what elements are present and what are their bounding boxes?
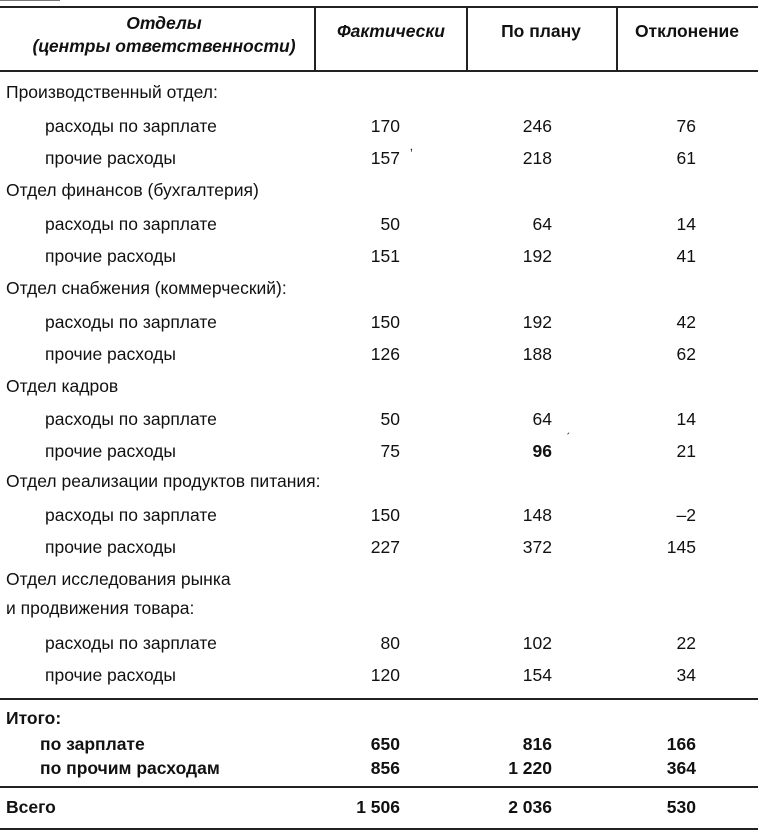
value-planned: 246 xyxy=(522,116,552,136)
row-label: прочие расходы xyxy=(45,537,176,557)
header-deviation: Отклонение xyxy=(634,21,740,41)
row-label: по прочим расходам xyxy=(40,758,220,778)
table-row xyxy=(0,110,758,142)
section-title-row xyxy=(0,370,758,402)
table-row xyxy=(0,240,758,272)
row-label: расходы по зарплате xyxy=(45,312,217,332)
row-label: прочие расходы xyxy=(45,148,176,168)
row-label: расходы по зарплате xyxy=(45,505,217,525)
speck-mark: ʼ xyxy=(410,146,413,161)
section-title: Отдел финансов (бухгалтерия) xyxy=(6,180,259,200)
row-label: прочие расходы xyxy=(45,344,176,364)
value-planned: 148 xyxy=(522,505,552,525)
table-row xyxy=(0,435,758,467)
section-title: Отдел кадров xyxy=(6,376,119,396)
section-title-row xyxy=(0,174,758,206)
grand-total-rule xyxy=(0,786,758,788)
table-row xyxy=(0,659,758,691)
section-title-row xyxy=(0,272,758,304)
row-label: по зарплате xyxy=(40,734,145,754)
row-label: расходы по зарплате xyxy=(45,214,217,234)
value-deviation: 21 xyxy=(676,441,696,461)
section-title: Отдел реализации продуктов питания: xyxy=(6,471,321,491)
value-actual: 170 xyxy=(370,116,400,136)
value-deviation: 14 xyxy=(676,409,696,429)
table-row xyxy=(0,306,758,338)
value-deviation: 166 xyxy=(666,734,696,754)
value-actual: 157 xyxy=(370,148,400,168)
value-planned: 218 xyxy=(522,148,552,168)
value-planned: 96 xyxy=(532,441,552,461)
section-title: Производственный отдел: xyxy=(6,82,218,102)
value-planned: 192 xyxy=(522,246,552,266)
table-row xyxy=(0,208,758,240)
value-planned: 1 220 xyxy=(508,758,552,778)
totals-rule xyxy=(0,698,758,700)
table-row xyxy=(0,627,758,659)
row-label: расходы по зарплате xyxy=(45,633,217,653)
value-actual: 1 506 xyxy=(356,797,400,817)
value-actual: 227 xyxy=(370,537,400,557)
value-deviation: 145 xyxy=(666,537,696,557)
table-row xyxy=(0,403,758,435)
value-deviation: 22 xyxy=(676,633,696,653)
header-planned: По плану xyxy=(501,21,581,41)
value-actual: 75 xyxy=(380,441,400,461)
header-rule xyxy=(0,70,758,72)
table-row xyxy=(0,499,758,531)
value-deviation: 42 xyxy=(676,312,696,332)
value-deviation: 41 xyxy=(676,246,696,266)
grand-total-label: Всего xyxy=(6,797,56,817)
value-planned: 816 xyxy=(522,734,552,754)
top-rule xyxy=(0,6,758,8)
value-deviation: 34 xyxy=(676,665,696,685)
value-planned: 64 xyxy=(532,409,552,429)
header-actual: Фактически xyxy=(337,21,445,41)
value-planned: 192 xyxy=(522,312,552,332)
row-label: прочие расходы xyxy=(45,246,176,266)
value-actual: 50 xyxy=(380,409,400,429)
top-rule-stub xyxy=(0,0,60,1)
bottom-rule xyxy=(0,828,758,830)
value-planned: 102 xyxy=(522,633,552,653)
value-actual: 650 xyxy=(370,734,400,754)
value-deviation: 62 xyxy=(676,344,696,364)
value-actual: 50 xyxy=(380,214,400,234)
value-actual: 120 xyxy=(370,665,400,685)
value-actual: 126 xyxy=(370,344,400,364)
value-actual: 150 xyxy=(370,505,400,525)
value-actual: 80 xyxy=(380,633,400,653)
row-label: расходы по зарплате xyxy=(45,409,217,429)
row-label: прочие расходы xyxy=(45,665,176,685)
totals-title: Итого: xyxy=(6,708,62,728)
table-row xyxy=(0,531,758,563)
value-planned: 2 036 xyxy=(508,797,552,817)
section-title-row xyxy=(0,465,758,497)
row-label: прочие расходы xyxy=(45,441,176,461)
table-row xyxy=(0,142,758,174)
value-deviation: 76 xyxy=(676,116,696,136)
value-planned: 154 xyxy=(522,665,552,685)
value-deviation: 364 xyxy=(666,758,696,778)
grand-total-row xyxy=(0,791,758,823)
speck-mark: ˊ xyxy=(566,430,571,445)
section-title-row xyxy=(0,76,758,108)
section-title: Отдел снабжения (коммерческий): xyxy=(6,278,287,298)
value-deviation: 14 xyxy=(676,214,696,234)
value-planned: 372 xyxy=(522,537,552,557)
value-actual: 150 xyxy=(370,312,400,332)
value-planned: 188 xyxy=(522,344,552,364)
value-actual: 151 xyxy=(370,246,400,266)
header-department xyxy=(0,12,328,76)
header-department-text: Отделы (центры ответственности) xyxy=(32,13,296,56)
table-row xyxy=(0,338,758,370)
section-title-row xyxy=(0,565,758,625)
value-planned: 64 xyxy=(532,214,552,234)
totals-row xyxy=(0,752,758,784)
value-deviation: 61 xyxy=(676,148,696,168)
value-actual: 856 xyxy=(370,758,400,778)
value-deviation: –2 xyxy=(676,505,696,525)
row-label: расходы по зарплате xyxy=(45,116,217,136)
section-title: Отдел исследования рынка и продвижения товара: xyxy=(6,569,231,618)
value-deviation: 530 xyxy=(666,797,696,817)
